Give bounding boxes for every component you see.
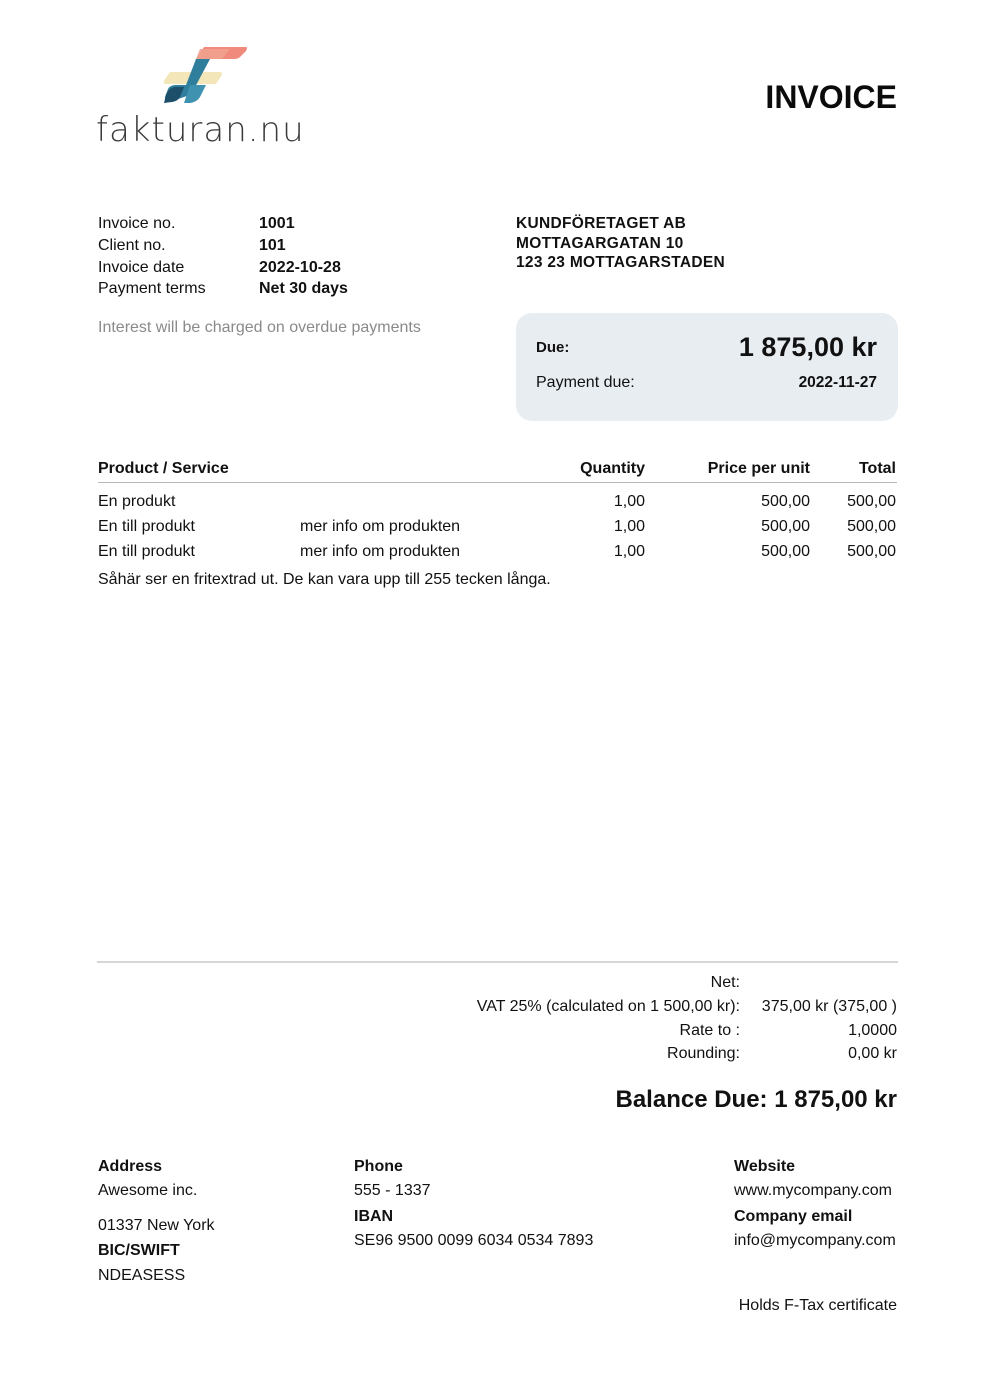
meta-value: 2022-10-28 <box>259 258 341 276</box>
payment-due-date: 2022-11-27 <box>798 374 877 391</box>
footer-email-link[interactable]: info@mycompany.com <box>734 1232 896 1249</box>
meta-value: Net 30 days <box>259 280 348 298</box>
summary-net <box>400 971 897 995</box>
row-price: 500,00 <box>761 493 810 510</box>
footer-website-heading: Website <box>734 1158 796 1175</box>
table-row <box>98 516 897 541</box>
footer-phone-heading: Phone <box>354 1158 403 1175</box>
invoice-title: INVOICE <box>765 79 897 115</box>
meta-label: Payment terms <box>98 280 206 298</box>
row-price: 500,00 <box>761 518 810 535</box>
footer-address-line1: Awesome inc. <box>98 1182 198 1199</box>
rate-label: Rate to : <box>679 1022 740 1039</box>
row-total: 500,00 <box>847 543 896 560</box>
rounding-value: 0,00 kr <box>848 1045 897 1062</box>
row-product: En produkt <box>98 493 176 510</box>
items-table-body <box>98 491 897 566</box>
header-quantity: Quantity <box>580 460 645 477</box>
meta-row-invoice-no <box>98 213 348 235</box>
summary-rate <box>400 1019 897 1043</box>
meta-row-client-no <box>98 235 348 257</box>
ftax-note: Holds F-Tax certificate <box>738 1297 897 1314</box>
amount-due-box <box>516 313 898 421</box>
row-quantity: 1,00 <box>613 493 645 510</box>
net-label: Net: <box>710 974 740 991</box>
meta-label: Client no. <box>98 236 166 254</box>
meta-value: 1001 <box>259 215 295 232</box>
due-amount: 1 875,00 kr <box>738 332 877 362</box>
row-product: En till produkt <box>98 518 195 535</box>
meta-label: Invoice no. <box>98 215 176 232</box>
table-row <box>98 541 897 566</box>
meta-row-invoice-date <box>98 257 348 279</box>
meta-label: Invoice date <box>98 258 185 276</box>
footer-website-link[interactable]: www.mycompany.com <box>734 1182 892 1199</box>
meta-row-payment-terms <box>98 278 348 300</box>
table-row <box>98 491 897 516</box>
summary-rounding <box>400 1042 897 1066</box>
recipient-address <box>516 214 725 273</box>
row-description: mer info om produkten <box>300 543 461 560</box>
row-quantity: 1,00 <box>613 543 645 560</box>
row-price: 500,00 <box>761 543 810 560</box>
row-total: 500,00 <box>847 493 896 510</box>
row-description: mer info om produkten <box>300 518 461 535</box>
recipient-street: MOTTAGARGATAN 10 <box>516 234 684 252</box>
header-price: Price per unit <box>707 460 810 477</box>
summary-vat <box>400 995 897 1019</box>
row-quantity: 1,00 <box>613 518 645 535</box>
row-product: En till produkt <box>98 543 195 560</box>
row-total: 500,00 <box>847 518 896 535</box>
footer-phone-value: 555 - 1337 <box>354 1182 431 1199</box>
footer-bic-value: NDEASESS <box>98 1267 186 1284</box>
logo-wordmark: fakturan.nu <box>96 110 305 150</box>
interest-note: Interest will be charged on overdue payments <box>98 319 421 336</box>
meta-value: 101 <box>259 236 286 254</box>
footer-address-heading: Address <box>98 1158 163 1175</box>
recipient-city: 123 23 MOTTAGARSTADEN <box>516 254 725 271</box>
balance-due: Balance Due: 1 875,00 kr <box>615 1086 897 1113</box>
footer-iban-heading: IBAN <box>354 1208 394 1225</box>
invoice-meta <box>98 213 348 300</box>
recipient-name: KUNDFÖRETAGET AB <box>516 215 687 232</box>
payment-due-label: Payment due: <box>536 374 635 391</box>
fakturan-logo-mark <box>160 45 250 105</box>
due-label: Due: <box>536 339 570 356</box>
footer-address-line2: 01337 New York <box>98 1217 215 1234</box>
free-text-row: Såhär ser en fritextrad ut. De kan vara upp till 255 tecken långa. <box>98 571 551 588</box>
header-total: Total <box>858 460 896 477</box>
footer-email-heading: Company email <box>734 1208 853 1225</box>
footer-iban-value: SE96 9500 0099 6034 0534 7893 <box>354 1232 594 1249</box>
vat-value: 375,00 kr (375,00 ) <box>761 998 897 1015</box>
rounding-label: Rounding: <box>667 1045 740 1062</box>
footer-bic-heading: BIC/SWIFT <box>98 1242 180 1259</box>
rate-value: 1,0000 <box>848 1022 897 1039</box>
header-product: Product / Service <box>98 460 229 477</box>
items-table-header <box>98 460 897 483</box>
summary-divider <box>97 961 898 963</box>
vat-label: VAT 25% (calculated on 1 500,00 kr): <box>476 998 740 1015</box>
